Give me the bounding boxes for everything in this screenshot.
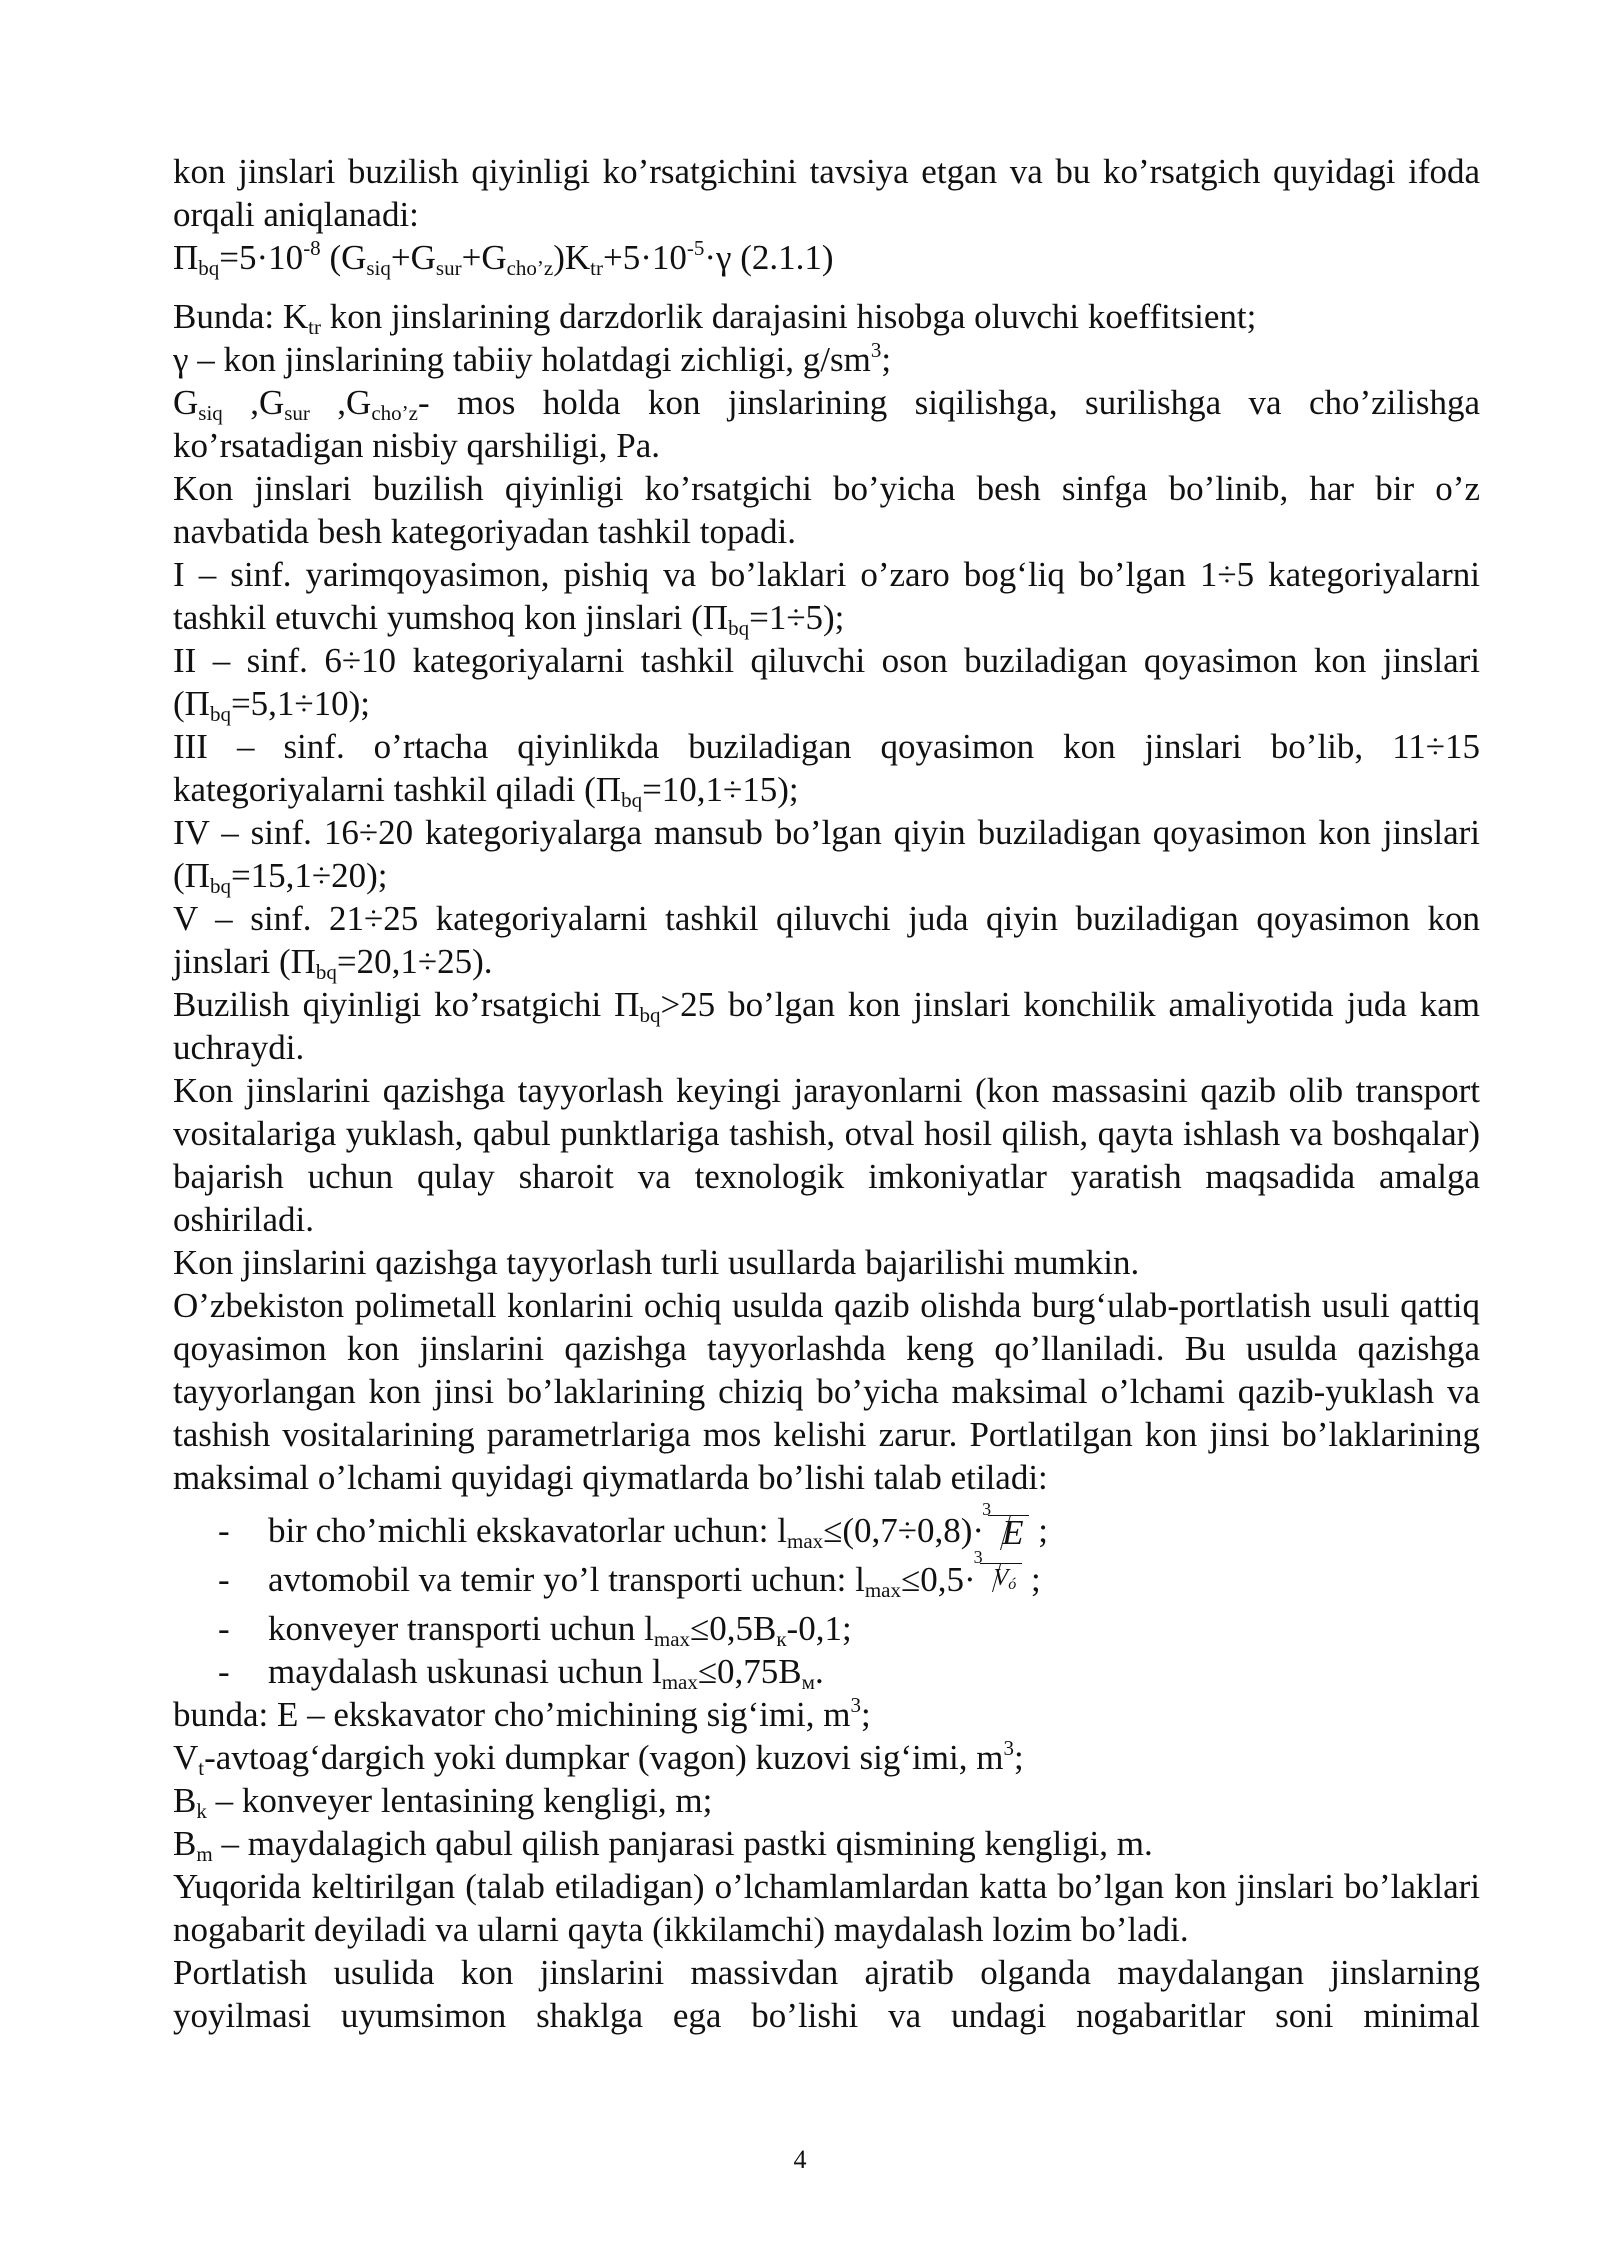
definition-ktr: Bunda: $K_{tr}$ kon jinslarining darzdorlik darajasini hisobga oluvchi koeffitsient; <box>173 297 1257 339</box>
paragraph-uzbekistan: O’zbekiston polimetall konlarini ochiq usulda qazib olishda burg‘ulab-portlatish usuli qattiq qoyasimon kon jinslarini qazishga tayyorlashda keng qo’llaniladi. Bu usulda qazishga tayyorlangan kon jinsi bo’laklarining chiziq bo’yicha maksimal o’lchami qazib-yuklash va tashish vositalarining parametrlariga mos kelishi zarur. Portlatilgan kon jinsi bo’laklarining maksimal o’lchami quyidagi qiymatlarda bo’lishi talab etiladi: <box>173 1286 1480 1497</box>
paragraph-last: Portlatish usulida kon jinslarini massivdan ajratib olganda maydalangan jinslarning yoyilmasi uyumsimon shaklga ega bo’lishi va undagi nogabaritlar soni minimal <box>173 1953 1480 2035</box>
definition-bk: $B_k$ – konveyer lentasining kengligi, m; <box>173 1781 713 1823</box>
paragraph-intro: kon jinslari buzilish qiyinligi ko’rsatgichini tavsiya etgan va bu ko’rsatgich quyidagi ifoda orqali aniqlanadi: <box>173 152 1480 234</box>
cube-root-v: 3 Vó <box>980 1563 1023 1599</box>
paragraph-preparation: Kon jinslarini qazishga tayyorlash keyingi jarayonlarni (kon massasini qazib olib transport vositalariga yuklash, qabul punktlariga tashish, otval hosil qilish, qayta ishlash va boshqalar) bajarish uchun qulay sharoit va texnologik imkoniyatlar yaratish maqsadida amalga oshiriladi. <box>173 1071 1480 1239</box>
formula-2-1-1: $П_{bq}=5\cdot 10^{-8}$ $(G_{siq}+G_{sur}+G_{cho’z})K_{tr}+5\cdot 10^{-5}\cdot\gamma$ (2.1.1) <box>173 236 834 280</box>
page-number: 4 <box>793 2145 807 2174</box>
class-v: V – sinf. 21÷25 kategoriyalarni tashkil qiluvchi juda qiyin buziladigan qoyasimon kon jinslari $(П_{bq}=20,1\div 25)$. <box>173 899 1480 984</box>
class-i: I – sinf. yarimqoyasimon, pishiq va bo’laklari o’zaro bog‘liq bo’lgan 1÷5 kategoriyalarni tashkil etuvchi yumshoq kon jinslari $(П_{bq}=1\div 5)$; <box>173 555 1480 640</box>
paragraph-rare: Buzilish qiyinligi ko’rsatgichi $П_{bq}>25$ bo’lgan kon jinslari konchilik amaliyotida juda kam uchraydi. <box>173 985 1481 1067</box>
class-ii: II – sinf. 6÷10 kategoriyalarni tashkil qiluvchi oson buziladigan qoyasimon kon jinslari $(П_{bq}=5,1\div 10)$; <box>173 641 1480 726</box>
class-iv: IV – sinf. 16÷20 kategoriyalarga mansub bo’lgan qiyin buziladigan qoyasimon kon jinslari $(П_{bq}=15,1\div 20)$; <box>173 813 1480 898</box>
list-item-excavator: - bir cho’michli ekskavatorlar uchun: $l_{max}\le(0,7\div 0,8)\cdot$ 3 E ; <box>218 1499 1048 1553</box>
paragraph-oversize: Yuqorida keltirilgan (talab etiladigan) o’lchamlamlardan katta bo’lgan kon jinslari bo’laklari nogabarit deyiladi va ularni qayta (ikkilamchi) maydalash lozim bo’ladi. <box>173 1867 1480 1949</box>
list-item-crusher: - maydalash uskunasi uchun $l_{max}\le 0,75B_м$. <box>218 1652 824 1694</box>
definition-vt: $V_t-avtoag‘dargich$ yoki dumpkar (vagon) kuzovi sig‘imi, $m^3$; <box>173 1736 1024 1780</box>
paragraph-classes-intro: Kon jinslari buzilish qiyinligi ko’rsatgichi bo’yicha besh sinfga bo’linib, har bir o’z navbatida besh kategoriyadan tashkil topadi. <box>173 469 1480 551</box>
list-item-conveyor: - konveyer transporti uchun $l_{max}\le 0,5B_к-0,1$; <box>218 1609 852 1651</box>
cube-root-e: 3 E <box>988 1515 1029 1550</box>
definition-g: $G_{siq}$ $,G_{sur}$ $,G_{cho’z}-$ mos holda kon jinslarining siqilishga, surilishga va cho’zilishga ko’rsatadigan nisbiy qarshiligi, Pa. <box>173 383 1480 465</box>
size-requirements-list <box>173 1499 1480 1694</box>
paragraph-methods: Kon jinslarini qazishga tayyorlash turli usullarda bajarilishi mumkin. <box>173 1243 1140 1282</box>
list-item-transport: - avtomobil va temir yo’l transporti uchun: $l_{max}\le 0,5\cdot$ 3 Vó ; <box>218 1547 1041 1602</box>
definition-bm: $B_m$ – maydalagich qabul qilish panjarasi pastki qismining kengligi, m. <box>173 1824 1153 1866</box>
document-page <box>173 150 1480 2037</box>
definition-e: bunda: E – ekskavator cho’michining sig‘imi, $m^3$; <box>173 1693 871 1734</box>
class-iii: III – sinf. o’rtacha qiyinlikda buziladigan qoyasimon kon jinslari bo’lib, 11÷15 kategoriyalarni tashkil qiladi $(П_{bq}=10,1\div 15)$; <box>173 727 1480 812</box>
definition-gamma: γ – kon jinslarining tabiiy holatdagi zichligi, $g/sm^3$; <box>173 338 892 379</box>
